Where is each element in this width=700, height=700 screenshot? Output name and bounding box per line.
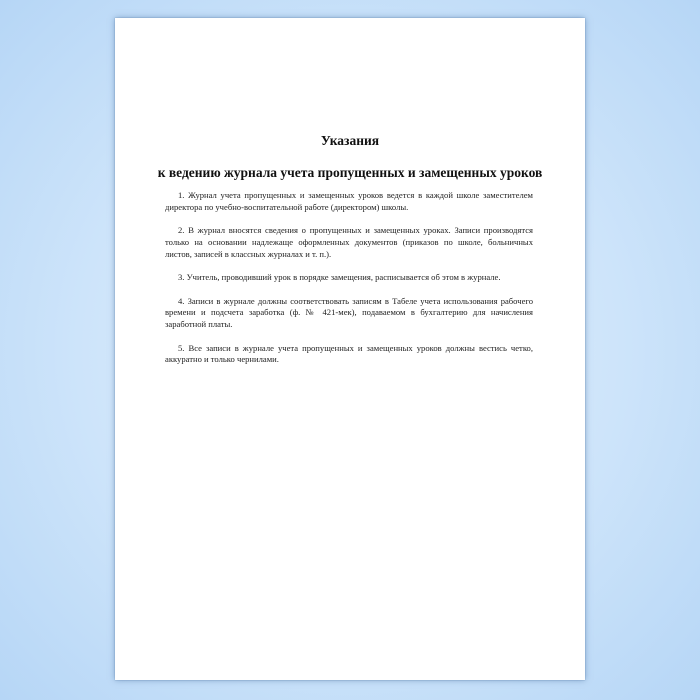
document-title: Указания bbox=[320, 133, 380, 148]
paragraph-5: 5. Все записи в журнале учета пропущенных и замещенных уроков должны вестись четко, аккуратно и только чернилами. bbox=[165, 342, 533, 365]
paragraph-1: 1. Журнал учета пропущенных и замещенных уроков ведется в каждой школе заместителем директора по учебно-воспитательной работе (директором) школы. bbox=[165, 190, 533, 212]
document-page bbox=[115, 18, 585, 680]
document-body bbox=[165, 190, 533, 378]
paragraph-4: 4. Записи в журнале должны соответствовать записям в Табеле учета использования рабочего времени и подсчета заработка (ф. № 421-мек), подаваемом в бухгалтерию для начисления заработной платы. bbox=[165, 295, 533, 330]
paragraph-2: 2. В журнал вносятся сведения о пропущенных и замещенных уроках. Записи производятся только на основании надлежаще оформленных документов (приказов по школе, больничных листов, записей в классных журналах и т. п.). bbox=[165, 225, 533, 259]
paragraph-3: 3. Учитель, проводивший урок в порядке замещения, расписывается об этом в журнале. bbox=[178, 272, 501, 283]
document-subtitle: к ведению журнала учета пропущенных и замещенных уроков bbox=[157, 165, 543, 180]
